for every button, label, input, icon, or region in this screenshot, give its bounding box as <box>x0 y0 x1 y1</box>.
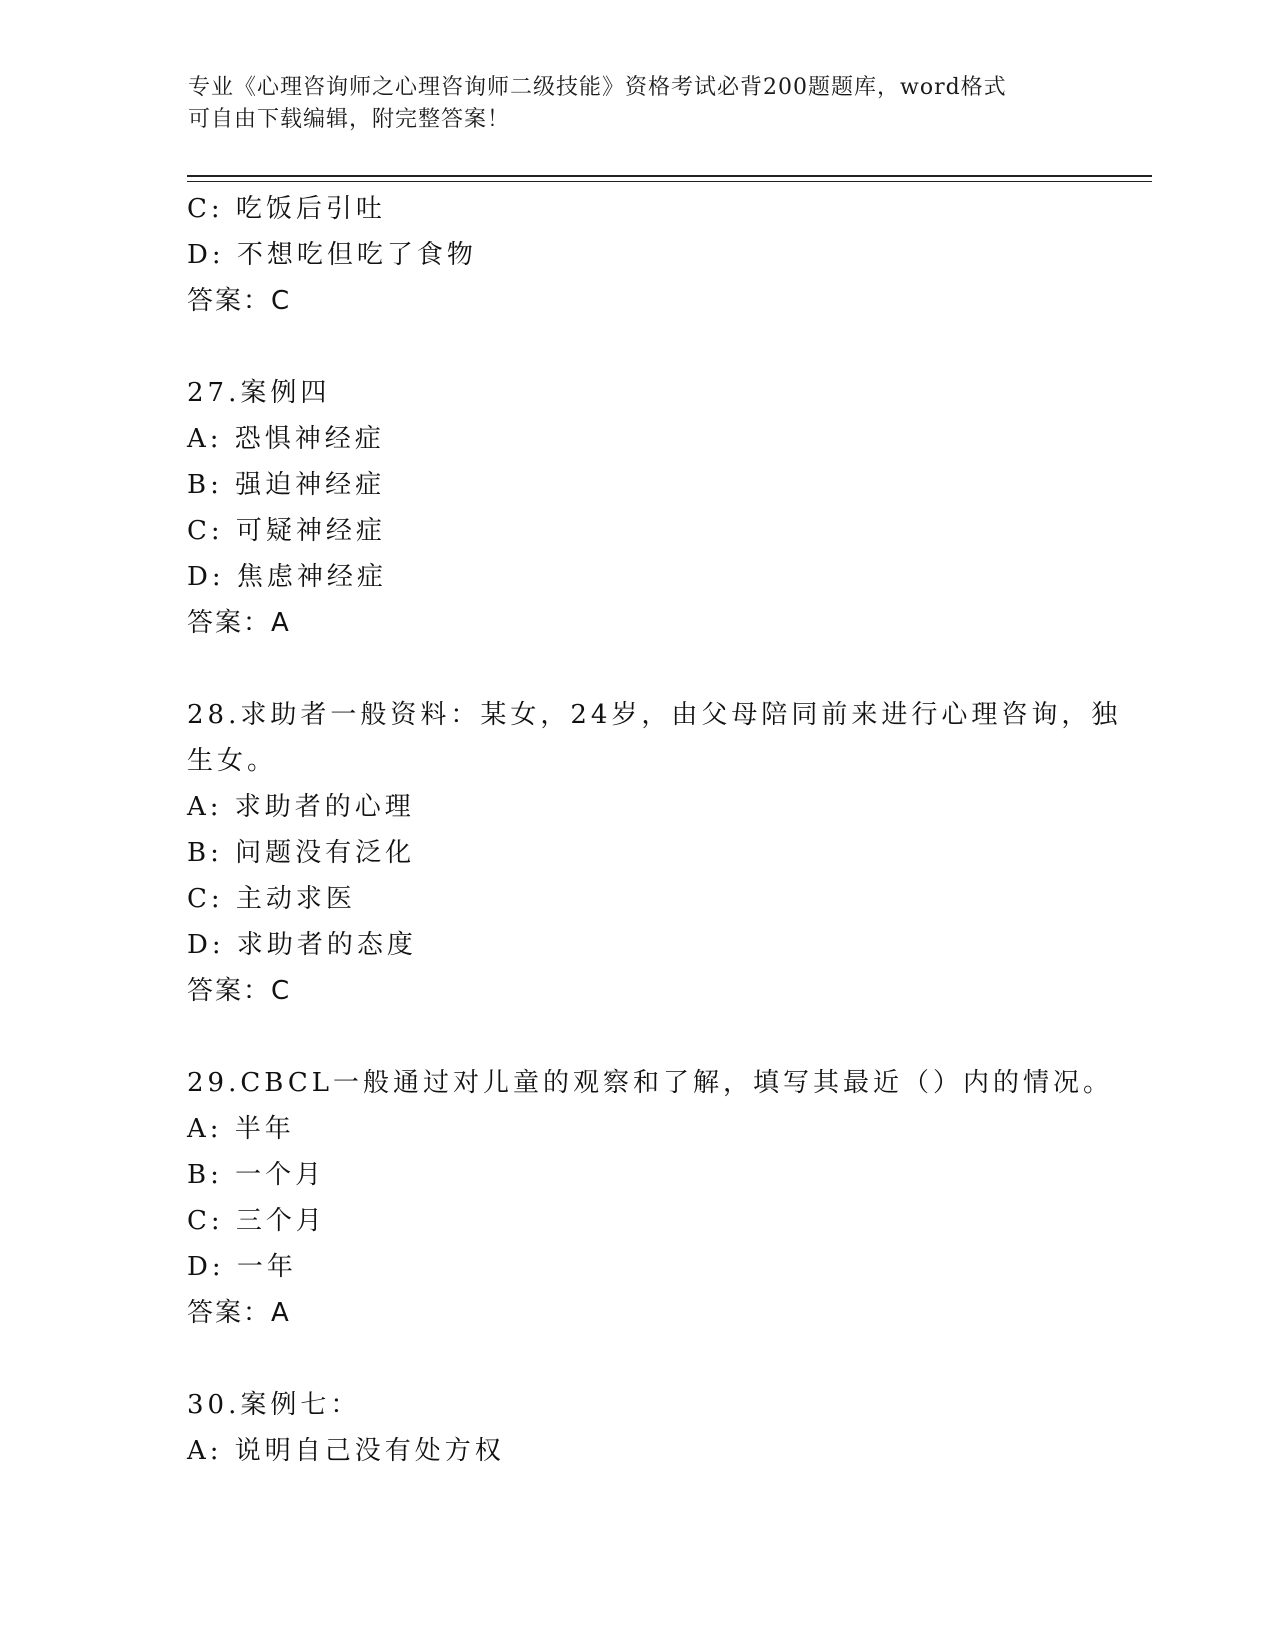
option-a: A: 恐惧神经症 <box>187 424 385 454</box>
option-d: D: 不想吃但吃了食物 <box>187 240 477 270</box>
option-b: B: 强迫神经症 <box>187 470 386 500</box>
question-30 <box>187 1382 1087 1474</box>
question-stem: 30.案例七： <box>187 1390 361 1420</box>
spacer <box>187 1336 1087 1382</box>
header-divider-thick <box>187 175 1152 177</box>
question-stem-line-2: 生女。 <box>187 746 278 776</box>
option-a: A: 说明自己没有处方权 <box>187 1436 505 1466</box>
header-divider-thin <box>187 181 1152 182</box>
option-c: C: 可疑神经症 <box>187 516 386 546</box>
spacer <box>187 324 1087 370</box>
header-line-2: 可自由下载编辑，附完整答案！ <box>188 107 511 132</box>
question-28 <box>187 692 1122 1014</box>
option-b: B: 一个月 <box>187 1160 326 1190</box>
option-a: A: 半年 <box>187 1114 295 1144</box>
option-c: C: 吃饭后引吐 <box>187 194 386 224</box>
option-b: B: 问题没有泛化 <box>187 838 416 868</box>
option-d: D: 一年 <box>187 1252 297 1282</box>
spacer <box>187 646 1087 692</box>
header-line-1: 专业《心理咨询师之心理咨询师二级技能》资格考试必背200题题库，word格式 <box>188 75 1007 100</box>
spacer <box>187 1014 1087 1060</box>
question-list <box>187 186 1122 1474</box>
document-header <box>188 72 1088 136</box>
option-a: A: 求助者的心理 <box>187 792 415 822</box>
option-c: C: 三个月 <box>187 1206 326 1236</box>
answer-label: 答案：C <box>187 976 292 1006</box>
option-d: D: 焦虑神经症 <box>187 562 387 592</box>
question-stem-line-1: 28.求助者一般资料：某女，24岁，由父母陪同前来进行心理咨询，独 <box>187 700 1122 730</box>
answer-label: 答案：C <box>187 286 292 316</box>
option-c: C: 主动求医 <box>187 884 356 914</box>
answer-label: 答案：A <box>187 608 291 638</box>
question-stem: 27.案例四 <box>187 378 331 408</box>
question-29 <box>187 1060 1113 1336</box>
option-d: D: 求助者的态度 <box>187 930 417 960</box>
question-26-continuation <box>187 186 1087 324</box>
question-27 <box>187 370 1087 646</box>
answer-label: 答案：A <box>187 1298 291 1328</box>
question-stem: 29.CBCL一般通过对儿童的观察和了解，填写其最近（）内的情况。 <box>187 1068 1113 1098</box>
